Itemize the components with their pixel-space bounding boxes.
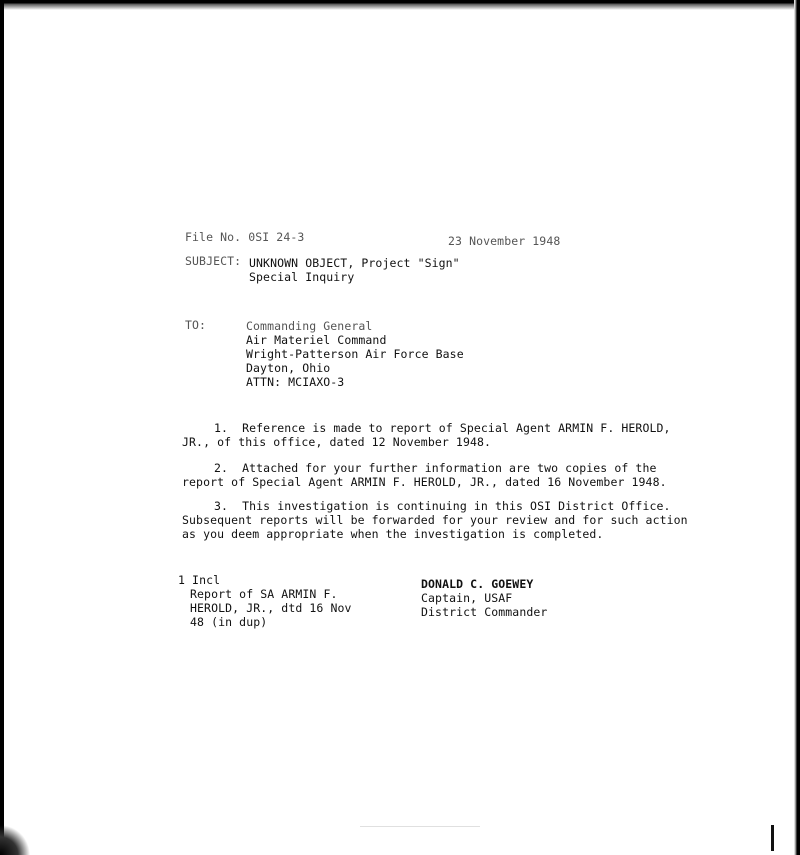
paragraph-2-line-2: report of Special Agent ARMIN F. HEROLD, JR., dated 16 November 1948.	[182, 475, 667, 489]
subject-line-1: UNKNOWN OBJECT, Project "Sign"	[249, 256, 460, 270]
paragraph-1-line-1: 1. Reference is made to report of Special Agent ARMIN F. HEROLD,	[214, 421, 671, 435]
address-line-1: Commanding General	[246, 319, 373, 333]
scan-corner-shadow	[0, 825, 40, 855]
paragraph-1-line-2: JR., of this office, dated 12 November 1948.	[182, 435, 492, 449]
footer-ghost-stamp	[360, 826, 480, 839]
paragraph-3-line-1: 3. This investigation is continuing in this OSI District Office.	[214, 499, 671, 513]
file-number: File No. 0SI 24-3	[185, 230, 305, 244]
scan-border-top	[0, 0, 800, 10]
subject-label: SUBJECT:	[185, 254, 242, 268]
signature-name: DONALD C. GOEWEY	[421, 577, 534, 591]
enclosure-line-3: HEROLD, JR., dtd 16 Nov	[190, 601, 352, 615]
memo-date: 23 November 1948	[448, 234, 561, 248]
scan-border-right	[794, 0, 800, 855]
enclosure-line-4: 48 (in dup)	[190, 615, 268, 629]
address-line-3: Wright-Patterson Air Force Base	[246, 347, 464, 361]
signature-rank: Captain, USAF	[421, 591, 513, 605]
edge-mark	[771, 825, 774, 851]
scan-border-left	[0, 0, 4, 855]
enclosure-line-2: Report of SA ARMIN F.	[190, 587, 338, 601]
address-line-5: ATTN: MCIAXO-3	[246, 375, 345, 389]
signature-title: District Commander	[421, 605, 548, 619]
paragraph-2-line-1: 2. Attached for your further information are two copies of the	[214, 461, 657, 475]
enclosure-line-1: 1 Incl	[178, 573, 221, 587]
to-label: TO:	[185, 318, 207, 332]
paragraph-3-line-2: Subsequent reports will be forwarded for your review and for such action	[182, 513, 688, 527]
paragraph-3-line-3: as you deem appropriate when the investigation is completed.	[182, 527, 604, 541]
address-line-2: Air Materiel Command	[246, 333, 387, 347]
address-line-4: Dayton, Ohio	[246, 361, 331, 375]
subject-line-2: Special Inquiry	[249, 270, 355, 284]
